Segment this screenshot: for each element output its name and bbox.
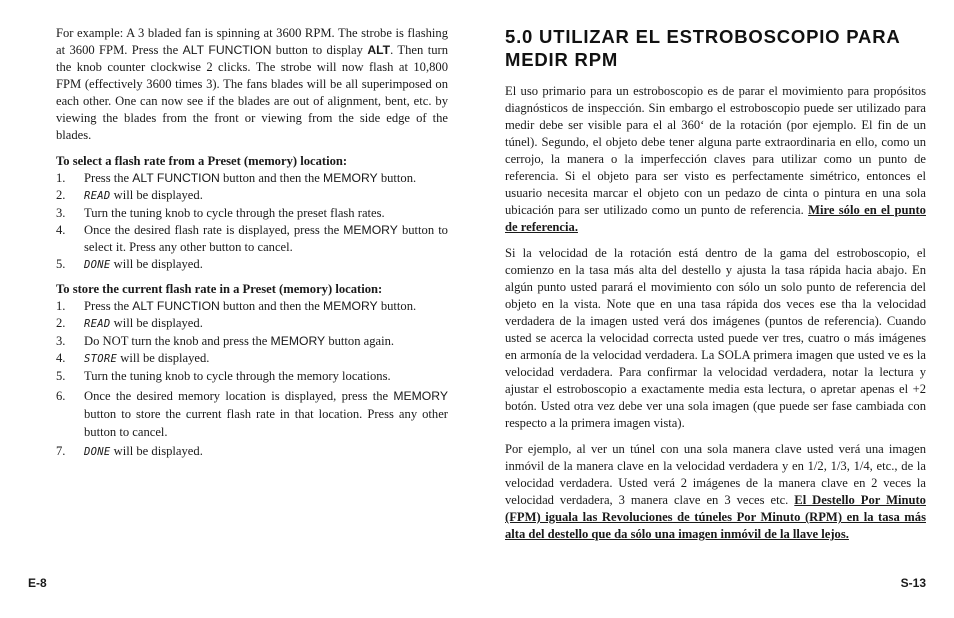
right-column (505, 25, 926, 543)
store-step-2 (56, 315, 448, 333)
step-text: Once the desired flash rate is displayed, press the (84, 223, 344, 237)
select-step-2 (56, 187, 448, 205)
step-number: 1. (56, 299, 66, 313)
step-text: button. (377, 299, 417, 313)
store-step-3 (56, 333, 448, 350)
step-number: 6. (56, 389, 66, 403)
intro-text-1: For example: A 3 bladed fan is spinning at 3600 RPM. The strobe is flashing at 3600 FPM. Press the (56, 26, 448, 57)
step-text: will be displayed. (117, 351, 210, 365)
memory-label: MEMORY (343, 223, 398, 237)
store-preset-heading: To store the current flash rate in a Preset (memory) location: (56, 282, 383, 296)
memory-label: MEMORY (270, 334, 326, 348)
step-text: will be displayed. (110, 444, 203, 458)
step-number: 1. (56, 171, 66, 185)
alt-display-label: ALT (367, 43, 391, 57)
paragraph-3 (505, 441, 926, 543)
step-number: 3. (56, 206, 66, 220)
paragraph-3-emphasis: El Destello Por Minuto (FPM) iguala las Revoluciones de túneles Por Minuto (RPM) en la tasa más alta del destello que da sólo una imagen inmóvil de la llave lejos. (505, 493, 926, 541)
step-text: will be displayed. (110, 188, 203, 202)
alt-function-label: ALT FUNCTION (132, 171, 220, 185)
step-number: 7. (56, 444, 66, 458)
lcd-read-text: READ (84, 190, 111, 202)
step-number: 4. (56, 351, 66, 365)
step-number: 2. (56, 188, 66, 202)
step-text: Press the (84, 299, 133, 313)
paragraph-2: Si la velocidad de la rotación está dentro de la gama del estroboscopio, el comienzo en la tasa más alta del destello y ajusta la tasa rápida hacia abajo. En algún punto usted parará el movimiento con sólo un solo punto de referencia del objeto en la vista. Note que en una tasa rápida dos veces ese tha la velocidad verdadera de la imagen usted verá dos imágenes (puntos de referencia). Cuando usted se acerca la velocidad correcta usted puede ver tres, cuatro o más imágenes en armonía de la velocidad verdadera. La SOLA primera imagen que usted ve es la velocidad verdadera. Para confirmar la velocidad verdadera, notar la lectura y ajustar el estroboscopio a exactamente media esta lectura, o apretar apenas el +2 botón. Usted otra vez debe ver una sola imagen (que puede ser fase cambiada con respecto a la primera imagen vista). (505, 246, 926, 430)
lcd-read-text: READ (84, 318, 111, 330)
store-step-6 (56, 387, 448, 441)
step-text: button and then the (219, 171, 324, 185)
intro-text-3: . Then turn the knob counter clockwise 2 clicks. The strobe will now flash at 10,800 FPM (effectively 3600 times 3). The fans blades will be all superimposed on each other. One can now see if the blades are out of alignment, bent, etc. by viewing the blades from the front or viewing from the side edge of the blades. (56, 43, 448, 142)
step-text: will be displayed. (110, 257, 203, 271)
lcd-done-text: DONE (84, 446, 111, 458)
step-number: 4. (56, 223, 66, 237)
store-preset-steps (56, 298, 448, 461)
step-number: 2. (56, 316, 66, 330)
alt-function-label: ALT FUNCTION (132, 299, 220, 313)
left-column (56, 25, 448, 461)
step-text: Turn the tuning knob to cycle through the memory locations. (84, 369, 391, 383)
select-step-3 (56, 205, 448, 222)
memory-label: MEMORY (323, 299, 378, 313)
store-step-7 (56, 443, 448, 461)
page-number-left: E-8 (28, 576, 47, 590)
store-step-1 (56, 298, 448, 315)
paragraph-3-text: Por ejemplo, al ver un túnel con una sola manera clave usted verá una imagen inmóvil de la manera clave en la velocidad verdadera y en 1/2, 1/3, 1/4, etc., de la velocidad verdadera. Usted verá 2 imágenes de la manera clave en 2 veces la velocidad verdadera, 3 manera clave en 3 veces etc. (505, 442, 926, 507)
step-number: 5. (56, 257, 66, 271)
select-preset-steps (56, 170, 448, 274)
step-text: Turn the tuning knob to cycle through the preset flash rates. (84, 206, 385, 220)
memory-label: MEMORY (393, 389, 448, 403)
step-number: 3. (56, 334, 66, 348)
paragraph-1 (505, 83, 926, 236)
lcd-done-text: DONE (84, 259, 111, 271)
step-text: button to store the current flash rate in that location. Press any other button to cancel. (84, 407, 448, 439)
step-text: button again. (325, 334, 395, 348)
store-step-4 (56, 350, 448, 368)
store-step-5 (56, 368, 448, 385)
section-heading: 5.0 UTILIZAR EL ESTROBOSCOPIO PARA MEDIR RPM (505, 26, 900, 70)
step-text: Once the desired memory location is displayed, press the (84, 389, 394, 403)
memory-label: MEMORY (323, 171, 378, 185)
alt-function-label: ALT FUNCTION (182, 43, 272, 57)
page-number-right: S-13 (900, 576, 926, 590)
select-step-4 (56, 222, 448, 256)
step-text: Press the (84, 171, 133, 185)
intro-paragraph (56, 25, 448, 144)
select-step-1 (56, 170, 448, 187)
step-text: Do NOT turn the knob and press the (84, 334, 271, 348)
step-text: will be displayed. (110, 316, 203, 330)
step-text: button to select it. Press any other button to cancel. (84, 223, 448, 254)
paragraph-1-text: El uso primario para un estroboscopio es de parar el movimiento para propósitos diagnósticos de inspección. Sin embargo el estroboscopio puede ser utilizado para medir debe ser visible para el al 360‘ de la rotación (por ejemplo. El fin de un túnel). Segundo, el objeto debe tener alguna parte extraordinaria en ello, como un cerrojo, la manera o la imperfección claves para utilizar como un punto de referencia. Si el objeto para ser visto es perfectamente simétrico, entonces el usuario necesita marcar el objeto con un pedazo de cinta o pintura en una sola ubicación para ser utilizado como un punto de referencia. (505, 84, 926, 217)
step-number: 5. (56, 369, 66, 383)
select-step-5 (56, 256, 448, 274)
lcd-store-text: STORE (84, 353, 118, 365)
paragraph-1-emphasis: Mire sólo en el punto de referencia. (505, 203, 926, 234)
select-preset-heading: To select a flash rate from a Preset (memory) location: (56, 154, 348, 168)
step-text: button and then the (219, 299, 324, 313)
intro-text-2: button to display (271, 43, 368, 57)
step-text: button. (377, 171, 417, 185)
